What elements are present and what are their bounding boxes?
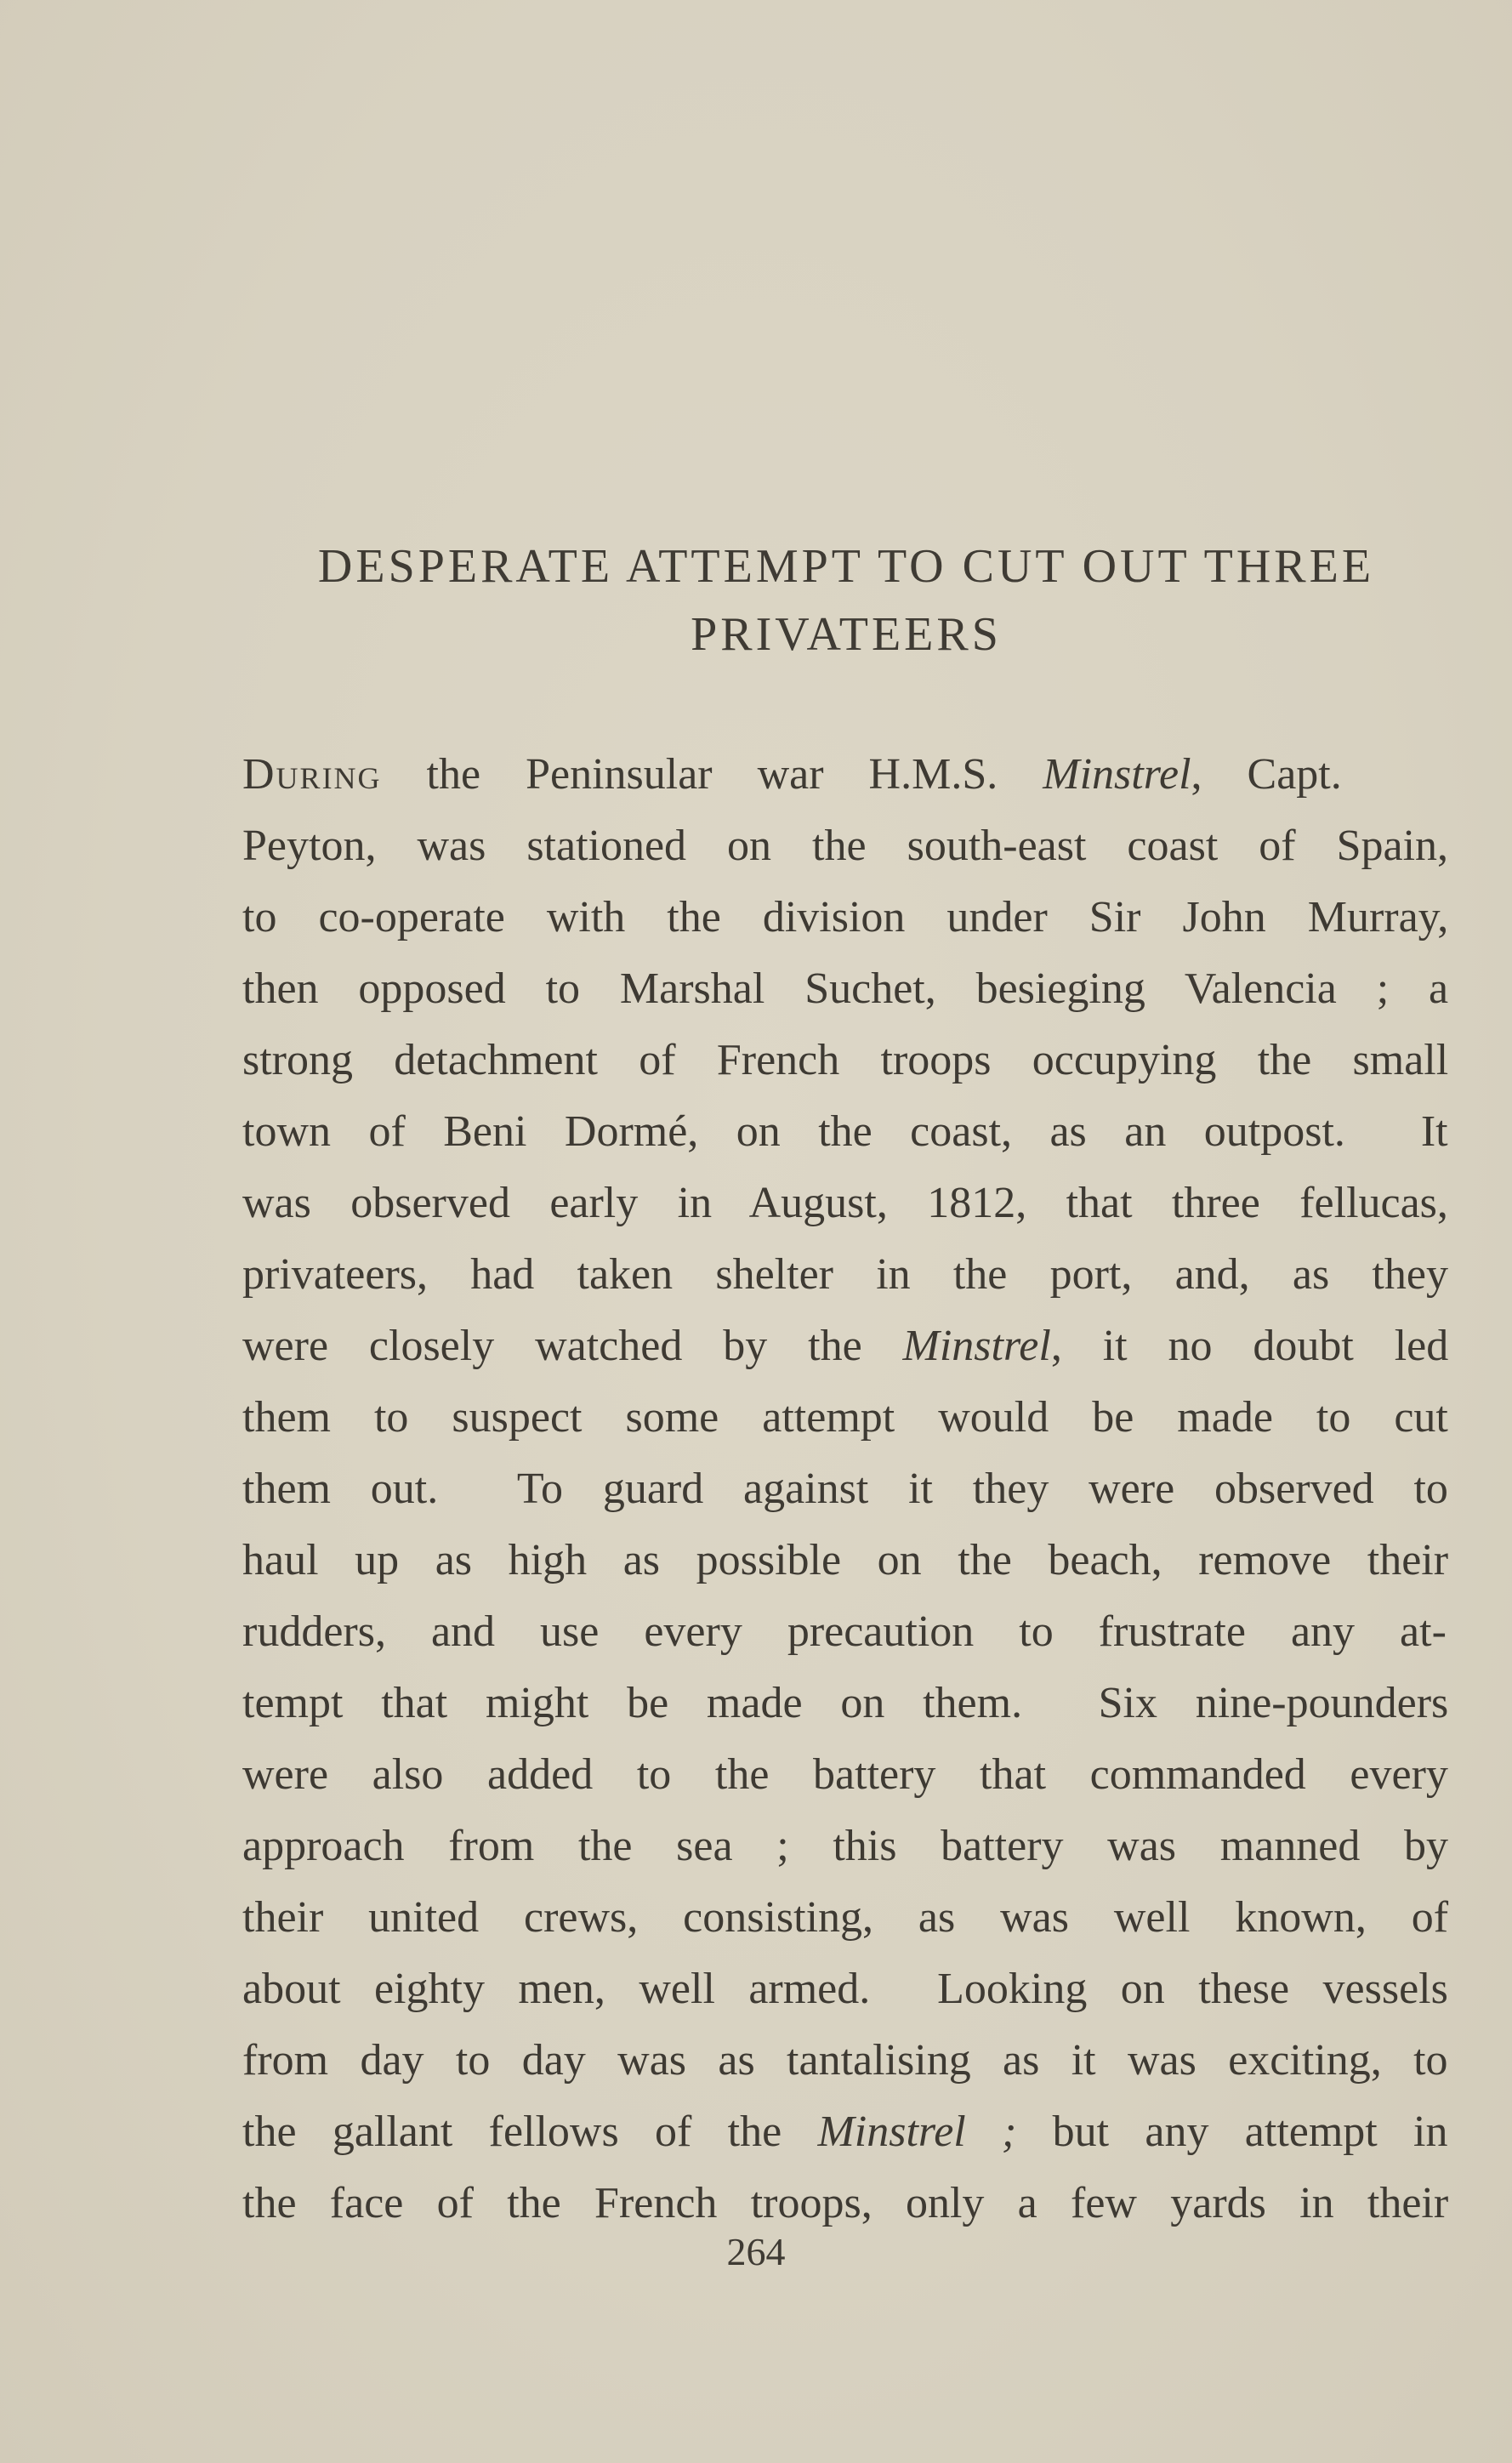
text-segment: tempt that might be made on them. Six nine-pounders — [242, 1679, 1449, 1727]
page-number: 264 — [726, 2230, 786, 2273]
text-line — [242, 2025, 1448, 2096]
text-line — [242, 2096, 1448, 2168]
text-segment: haul up as high as possible on the beach, remove their — [242, 1536, 1449, 1584]
ship-name: Minstrel — [1043, 750, 1191, 799]
text-segment: them out. To guard against it they were observed to — [242, 1465, 1448, 1513]
text-line — [242, 1025, 1448, 1096]
text-line — [242, 1096, 1448, 1168]
text-line — [242, 1739, 1448, 1811]
text-segment: were also added to the battery that commanded every — [242, 1750, 1448, 1799]
text-line — [242, 882, 1448, 953]
text-line — [242, 1882, 1448, 1954]
text-line — [242, 953, 1448, 1025]
text-segment: to co-operate with the division under Sir John Murray, — [242, 893, 1449, 941]
text-segment: the gallant fellows of the — [242, 2107, 818, 2156]
text-line — [242, 1596, 1448, 1668]
text-segment: was observed early in August, 1812, that three fellucas, — [242, 1179, 1448, 1227]
text-line — [242, 1954, 1448, 2025]
text-segment: about eighty men, well armed. Looking on these vessels — [242, 1965, 1448, 2013]
text-segment: then opposed to Marshal Suchet, besieging Valencia ; a — [242, 964, 1449, 1013]
text-segment: town of Beni Dormé, on the coast, as an outpost. It — [242, 1107, 1448, 1156]
text-line — [242, 1168, 1448, 1239]
text-segment: the face of the French troops, only a few yards in their — [242, 2179, 1449, 2227]
text-segment: from day to day was as tantalising as it was exciting, to — [242, 2036, 1448, 2085]
text-segment: were closely watched by the — [242, 1322, 903, 1370]
text-segment: rudders, and use every precaution to frustrate any at- — [242, 1607, 1447, 1656]
text-line — [242, 739, 1448, 811]
text-line — [242, 1382, 1448, 1453]
text-line — [242, 1811, 1448, 1882]
text-segment: , Capt. — [1191, 750, 1342, 799]
text-segment: privateers, had taken shelter in the port, and, as they — [242, 1250, 1448, 1299]
chapter-title-line-1: DESPERATE ATTEMPT TO CUT OUT THREE — [317, 540, 1375, 593]
text-line — [242, 1525, 1448, 1596]
text-segment: the Peninsular war H.M.S. — [381, 750, 1043, 799]
text-line — [242, 1453, 1448, 1525]
chapter-title — [242, 532, 1450, 668]
text-segment: strong detachment of French troops occupying the small — [242, 1036, 1449, 1084]
text-segment: them to suspect some attempt would be made to cut — [242, 1393, 1448, 1442]
ship-name: Minstrel — [902, 1322, 1051, 1370]
ship-name: Minstrel ; — [817, 2107, 1017, 2156]
text-segment: approach from the sea ; this battery was manned by — [242, 1822, 1448, 1870]
text-line — [242, 811, 1448, 882]
opening-word: During — [242, 750, 382, 799]
text-line — [242, 1239, 1448, 1311]
text-segment: , it no doubt led — [1050, 1322, 1449, 1370]
text-line — [242, 1311, 1448, 1382]
text-line — [242, 1668, 1448, 1739]
text-segment: but any attempt in — [1016, 2107, 1448, 2156]
text-segment: their united crews, consisting, as was well known, of — [242, 1893, 1449, 1942]
chapter-title-line-2: PRIVATEERS — [691, 608, 1002, 661]
text-segment: Peyton, was stationed on the south-east coast of Spain, — [242, 822, 1449, 870]
body-paragraph — [242, 739, 1448, 2239]
